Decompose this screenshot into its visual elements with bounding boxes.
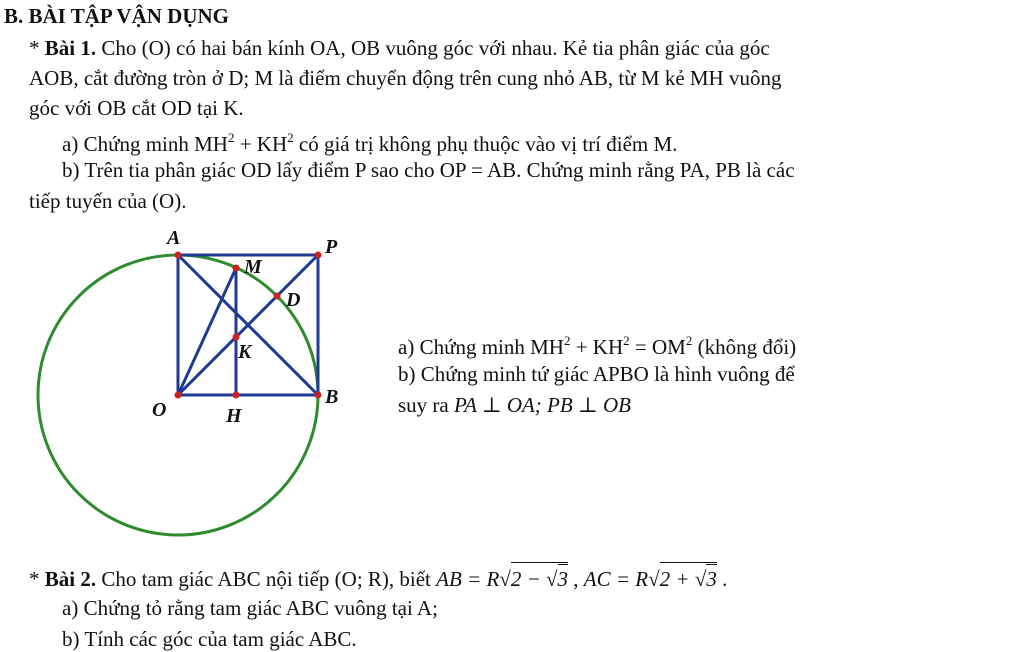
bai2-sep: ,: [568, 567, 584, 591]
label-p: P: [325, 236, 338, 258]
hint-a-sup1: 2: [563, 333, 571, 348]
sqrt-ac: √2 + √3: [648, 562, 717, 592]
bai2-question-a: a) Chứng tỏ rằng tam giác ABC vuông tại A;: [62, 596, 438, 620]
segment-om: [178, 268, 236, 395]
hint-a-pre: a) Chứng minh MH: [398, 335, 564, 359]
hint-b-line1: b) Chứng minh tứ giác APBO là hình vuông để: [398, 362, 795, 386]
bai1-title: Bài 1.: [44, 36, 97, 60]
point-m: [233, 265, 240, 272]
bai1-text1: Cho (O) có hai bán kính OA, OB vuông góc với nhau. Kẻ tia phân giác của góc: [96, 36, 770, 60]
hint-b-pre: suy ra: [398, 393, 454, 417]
point-a: [175, 252, 182, 259]
geometry-figure: [0, 220, 360, 540]
hint-a-sup3: 2: [685, 333, 693, 348]
section-heading: B. BÀI TẬP VẬN DỤNG: [4, 4, 230, 28]
label-k: K: [238, 341, 252, 363]
bai2-end: .: [716, 567, 728, 591]
bai1-line1: [29, 35, 770, 61]
bai1-line2: AOB, cắt đường tròn ở D; M là điểm chuyển động trên cung nhỏ AB, từ M kẻ MH vuông: [29, 66, 782, 90]
point-b: [315, 392, 322, 399]
bai1-a-sup2: 2: [287, 130, 294, 145]
bai2-title: Bài 2.: [44, 567, 97, 591]
bai2-star: *: [29, 567, 40, 591]
sqrt-ab-pre: 2 −: [510, 567, 547, 591]
bai2-text: Cho tam giác ABC nội tiếp (O; R), biết: [96, 567, 437, 591]
hint-b-math: PA ⊥ OA; PB ⊥ OB: [454, 393, 631, 417]
label-m: M: [244, 256, 262, 278]
bai2-line1: [29, 562, 727, 592]
hint-a: [398, 328, 796, 360]
sqrt-ac-inner: 3: [706, 564, 717, 592]
hint-a-mid2: = OM: [629, 335, 686, 359]
bai1-a-pre: a) Chứng minh MH: [62, 132, 228, 156]
point-d: [274, 293, 281, 300]
label-o: O: [152, 399, 167, 421]
bai1-star: *: [29, 36, 40, 60]
sqrt-ab: √2 − √3: [499, 562, 568, 592]
bai2-ac-pre: AC = R: [583, 567, 649, 591]
label-b: B: [325, 386, 339, 408]
hint-a-sup2: 2: [623, 333, 630, 348]
label-a: A: [167, 227, 181, 249]
bai1-a-post: có giá trị không phụ thuộc vào vị trí điểm M.: [293, 132, 678, 156]
bai1-a-mid: + KH: [234, 132, 288, 156]
bai2-question-b: b) Tính các góc của tam giác ABC.: [62, 627, 357, 651]
sqrt-ac-pre: 2 +: [659, 567, 695, 591]
sqrt-ab-inner: 3: [558, 564, 569, 592]
point-h: [233, 392, 240, 399]
bai1-line3: góc với OB cắt OD tại K.: [29, 96, 244, 120]
hint-a-post: (không đổi): [692, 335, 797, 359]
point-k: [233, 334, 240, 341]
bai2-ab-pre: AB = R: [436, 567, 500, 591]
point-o: [175, 392, 182, 399]
bai1-question-a: [62, 125, 677, 157]
point-p: [315, 252, 322, 259]
bai1-question-b-line1: b) Trên tia phân giác OD lấy điểm P sao cho OP = AB. Chứng minh rằng PA, PB là các: [62, 158, 795, 182]
label-h: H: [226, 405, 242, 427]
bai1-a-sup1: 2: [227, 130, 235, 145]
bai1-question-b-line2: tiếp tuyến của (O).: [29, 189, 187, 213]
hint-b-line2: [398, 392, 631, 418]
hint-a-mid: + KH: [570, 335, 624, 359]
label-d: D: [286, 289, 301, 311]
